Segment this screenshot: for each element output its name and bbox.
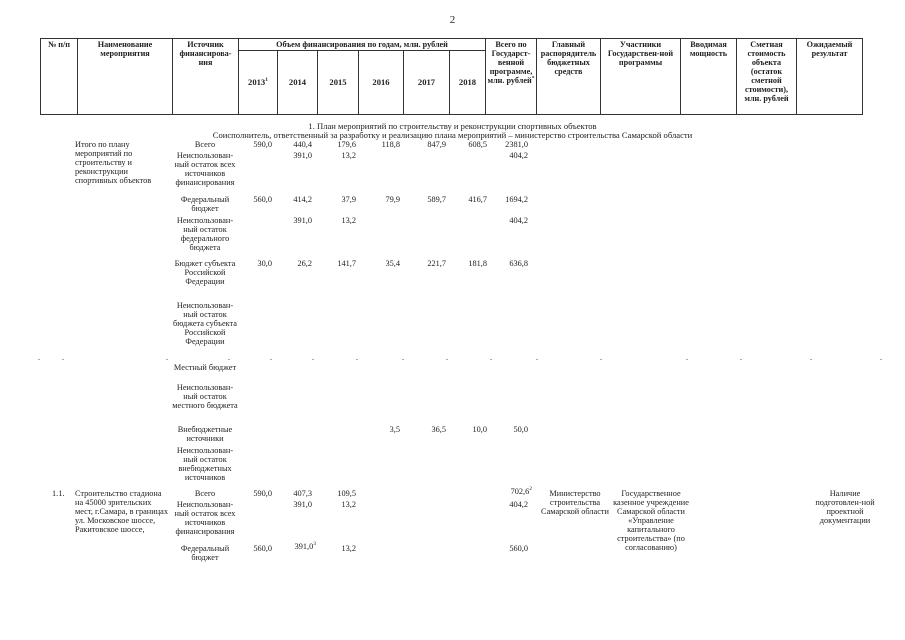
total-source-unused-regional: Неиспользован-ный остаток бюджета субъекта Российской Федерации	[173, 301, 237, 346]
total-regional-total: 636,8	[509, 259, 528, 268]
item-federal-2015: 13,2	[341, 544, 356, 553]
header-total: Всего по Государст-венной программе, млн. рублей*	[486, 39, 537, 115]
total-extrabudget-total: 50,0	[513, 425, 528, 434]
header-source: Источник финансирова-ния	[173, 39, 239, 115]
header-estimate: Сметная стоимость объекта (остаток сметной стоимости), млн. рублей	[737, 39, 797, 115]
item-all-2013: 590,0	[253, 489, 272, 498]
total-federal-2017: 589,7	[427, 195, 446, 204]
table-header	[40, 38, 863, 115]
total-source-unused-extrabudget: Неиспользован-ный остаток внебюджетных источников	[176, 446, 234, 482]
total-federal-2018: 416,7	[468, 195, 487, 204]
item-1-1-num: 1.1.	[52, 489, 65, 498]
item-1-1-name: Строительство стадиона на 45000 зрительских мест, г.Самара, в границах ул. Московское шоссе, Ракитовское шоссе,	[75, 489, 168, 534]
header-year-2015: 2015	[318, 51, 359, 115]
header-num: № п/п	[41, 39, 78, 115]
total-federal-2016: 79,9	[385, 195, 400, 204]
total-regional-2013: 30,0	[257, 259, 272, 268]
total-unused-federal-total: 404,2	[509, 216, 528, 225]
item-federal-total: 560,0	[509, 544, 528, 553]
total-federal-2015: 37,9	[341, 195, 356, 204]
item-all-total: 702,6$^2$	[510, 486, 532, 496]
header-year-2018: 2018	[450, 51, 486, 115]
total-regional-2018: 181,8	[468, 259, 487, 268]
total-source-unused-federal: Неиспользован-ный остаток федерального бюджета	[176, 216, 234, 252]
header-year-2014: 2014	[278, 51, 318, 115]
page-number: 2	[449, 14, 456, 26]
total-regional-2016: 35,4	[385, 259, 400, 268]
total-source-federal: Федеральный бюджет	[180, 195, 230, 213]
total-unused-2015: 13,2	[341, 151, 356, 160]
header-capacity: Вводимая мощность	[681, 39, 737, 115]
item-federal-2013: 560,0	[253, 544, 272, 553]
total-federal-2014: 414,2	[293, 195, 312, 204]
total-all-2018: 608,5	[468, 140, 487, 149]
total-federal-total: 1694,2	[505, 195, 528, 204]
header-result: Ожидаемый результат	[797, 39, 863, 115]
header-manager: Главный распорядитель бюджетных средств	[537, 39, 601, 115]
total-all-2014: 440,4	[293, 140, 312, 149]
total-unused-total: 404,2	[509, 151, 528, 160]
header-name: Наименование мероприятия	[78, 39, 173, 115]
total-extrabudget-2017: 36,5	[431, 425, 446, 434]
item-source-all: Всего	[194, 489, 216, 498]
total-extrabudget-2016: 3,5	[389, 425, 400, 434]
header-year-2013: 2013$^1$	[239, 51, 278, 115]
total-regional-2017: 221,7	[427, 259, 446, 268]
total-unused-federal-2014: 391,0	[293, 216, 312, 225]
header-participants: Участники Государствен-ной программы	[601, 39, 681, 115]
total-all-2013: 590,0	[253, 140, 272, 149]
total-federal-2013: 560,0	[253, 195, 272, 204]
item-unused-2015: 13,2	[341, 500, 356, 509]
item-manager: Министерство строительства Самарской области	[541, 489, 609, 516]
total-source-all: Всего	[194, 140, 216, 149]
scan-dots: . . . . . . . . . . . . . . . .	[38, 353, 882, 362]
item-federal-2014: 391,0$^3$	[294, 541, 316, 551]
total-source-extrabudget: Внебюджетные источники	[177, 425, 233, 443]
total-all-2015: 179,6	[337, 140, 356, 149]
total-all-2017: 847,9	[427, 140, 446, 149]
total-source-regional: Бюджет субъекта Российской Федерации	[174, 259, 236, 286]
item-all-2014: 407,3	[293, 489, 312, 498]
header-volume: Объем финансирования по годам, млн. рублей	[239, 39, 486, 51]
section-title: 1. План мероприятий по строительству и реконструкции спортивных объектов	[308, 121, 597, 131]
item-all-2015: 109,5	[337, 489, 356, 498]
total-block-name: Итого по плану мероприятий по строительству и реконструкции спортивных объектов	[75, 140, 152, 185]
total-all-2016: 118,8	[381, 140, 400, 149]
item-unused-total: 404,2	[509, 500, 528, 509]
total-unused-2014: 391,0	[293, 151, 312, 160]
total-extrabudget-2018: 10,0	[472, 425, 487, 434]
item-participants: Государственное казенное учреждение Самарской области «Управление капитального строительства» (по согласованию)	[613, 489, 689, 552]
total-regional-2015: 141,7	[337, 259, 356, 268]
total-source-unused-local: Неиспользован-ный остаток местного бюджета	[172, 383, 238, 410]
total-unused-federal-2015: 13,2	[341, 216, 356, 225]
section-subtitle: Соисполнитель, ответственный за разработку и реализацию плана мероприятий – министерство строительства Самарской области	[212, 130, 693, 140]
total-all-total: 2381,0	[505, 140, 528, 149]
total-regional-2014: 26,2	[297, 259, 312, 268]
header-year-2016: 2016	[359, 51, 404, 115]
item-result: Наличие подготовлен-ной проектной документации	[815, 489, 875, 525]
total-source-unused-all: Неиспользован-ный остаток всех источников финансирования	[174, 151, 236, 187]
item-source-federal: Федеральный бюджет	[180, 544, 230, 562]
header-year-2017: 2017	[404, 51, 450, 115]
item-source-unused-all: Неиспользован-ный остаток всех источников финансирования	[174, 500, 236, 536]
total-source-local: Местный бюджет	[173, 363, 237, 372]
item-unused-2014: 391,0	[293, 500, 312, 509]
